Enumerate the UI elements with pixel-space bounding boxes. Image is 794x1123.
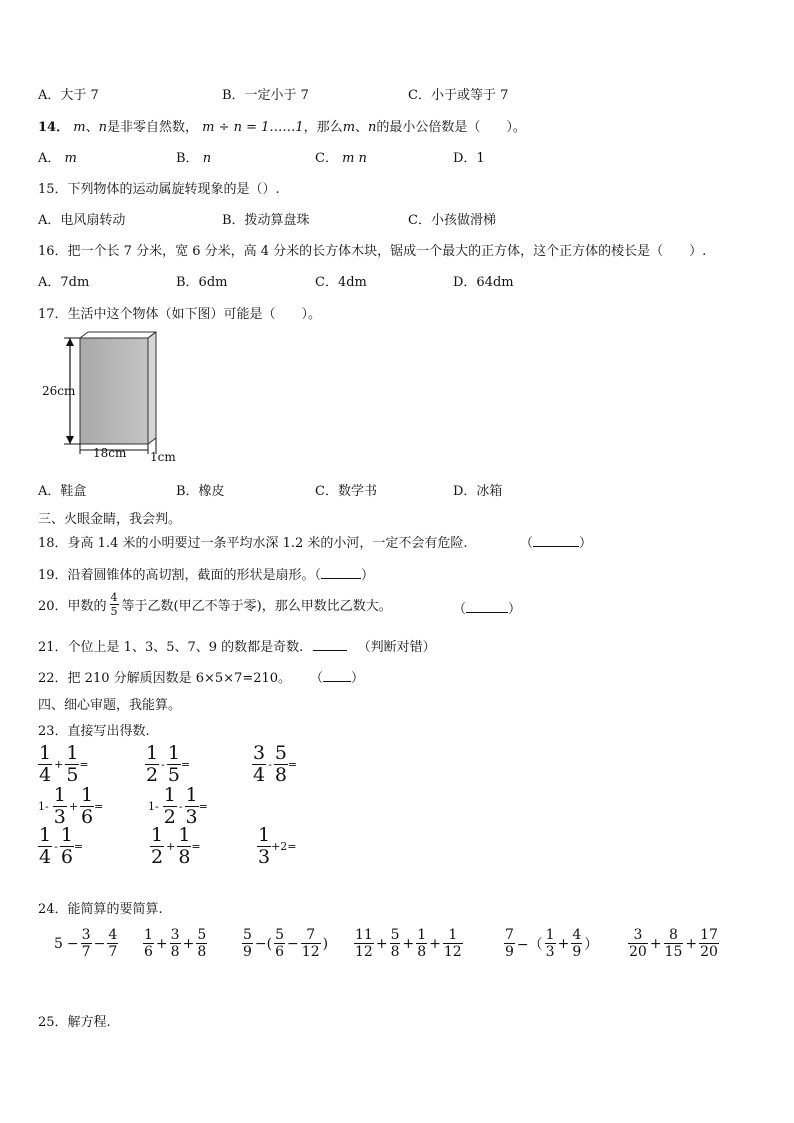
height-label: 26cm xyxy=(42,384,76,398)
var-m: m xyxy=(73,120,86,135)
q15-option-b: B．拨动算盘珠 xyxy=(222,213,310,228)
q17-option-a: A．鞋盒 xyxy=(38,484,87,499)
sep: 、 xyxy=(85,120,99,135)
q14-text3: 的最小公倍数是（ ）。 xyxy=(376,120,526,135)
q14-stem xyxy=(38,116,526,135)
q20-answer-blank: （ ） xyxy=(453,602,522,617)
q17-stem: 17．生活中这个物体（如下图）可能是（ ）。 xyxy=(38,307,322,322)
q22-answer-blank: （ ） xyxy=(310,671,365,686)
q16-option-c: C．4dm xyxy=(315,275,367,290)
q23-expr-4: 1- $\frac{1}{3}$ + $\frac{1}{6}$ = xyxy=(38,784,104,828)
q20-stem: 20．甲数的 $\frac{4}{5}$ 等于乙数(甲乙不等于零)，那么甲数比乙数大。 xyxy=(38,591,392,618)
q22-stem: 22．把 210 分解质因数是 6×5×7=210。 xyxy=(38,671,292,686)
section-4-heading: 四、细心审题，我能算。 xyxy=(38,698,182,713)
q14-number: 14． xyxy=(38,120,70,135)
var-n: n xyxy=(98,120,107,135)
depth-label: 1cm xyxy=(150,450,176,464)
arrow-down-icon xyxy=(66,436,74,444)
q21-stem: 21．个位上是 1、3、5、7、9 的数都是奇数. （判断对错） xyxy=(38,640,436,655)
q19-stem: 19．沿着圆锥体的高切割，截面的形状是扇形。（ ） xyxy=(38,568,375,583)
q23-expr-7: $\frac{1}{2}$ + $\frac{1}{8}$ = xyxy=(151,824,201,868)
q18-answer-blank: （ ） xyxy=(520,536,593,551)
arrow-up-icon xyxy=(66,338,74,346)
q13-option-c: C．小于或等于 7 xyxy=(408,88,509,103)
q24-expr-1: 5 − $\frac{3}{7}$ − $\frac{4}{7}$ xyxy=(54,927,118,960)
q17-option-d: D．冰箱 xyxy=(453,484,503,499)
q24-expr-4: $\frac{11}{12}$ + $\frac{5}{8}$ + $\frac{1}{8}$ + $\frac{1}{12}$ xyxy=(355,927,462,960)
q14-option-c: C． m n xyxy=(315,151,367,166)
q14-text2: ，那么 xyxy=(303,120,343,135)
section-3-heading: 三、火眼金睛，我会判。 xyxy=(38,512,182,527)
q16-option-a: A．7dm xyxy=(38,275,90,290)
q17-option-b: B．橡皮 xyxy=(176,484,225,499)
q16-option-b: B．6dm xyxy=(176,275,228,290)
q23-stem: 23．直接写出得数. xyxy=(38,724,150,739)
q14-option-b: B． n xyxy=(176,151,212,166)
q18-stem: 18．身高 1.4 米的小明要过一条平均水深 1.2 米的小河，一定不会有危险. xyxy=(38,536,468,551)
q15-option-c: C．小孩做滑梯 xyxy=(408,213,496,228)
q23-expr-1: $\frac{1}{4}$ + $\frac{1}{5}$ = xyxy=(39,742,89,786)
q23-expr-6: $\frac{1}{4}$ - $\frac{1}{6}$ = xyxy=(39,824,84,868)
q24-stem: 24．能简算的要简算. xyxy=(38,902,163,917)
var-n: n xyxy=(368,120,377,135)
q14-option-a: A． m xyxy=(38,151,77,166)
q25-stem: 25．解方程. xyxy=(38,1015,111,1030)
q15-stem: 15．下列物体的运动属旋转现象的是（）. xyxy=(38,182,280,197)
q13-option-b: B．一定小于 7 xyxy=(222,88,309,103)
var-m: m xyxy=(342,120,356,135)
q14-text1: 是非零自然数， xyxy=(106,120,198,135)
q23-expr-8: $\frac{1}{3}$ +2= xyxy=(258,824,297,868)
sep: 、 xyxy=(355,120,369,135)
edge xyxy=(80,332,88,338)
q13-option-a: A．大于 7 xyxy=(38,88,99,103)
q23-expr-2: $\frac{1}{2}$ - $\frac{1}{5}$ = xyxy=(146,742,191,786)
q24-expr-3: $\frac{5}{9}$ −( $\frac{5}{6}$ − $\frac{7}{12}$ ) xyxy=(243,927,329,960)
q24-expr-2: $\frac{1}{6}$ + $\frac{3}{8}$ + $\frac{5}{8}$ xyxy=(144,927,207,960)
q14-equation: m ÷ n = 1……1 xyxy=(202,120,304,135)
q23-expr-3: $\frac{3}{4}$ - $\frac{5}{8}$ = xyxy=(253,742,298,786)
width-label: 18cm xyxy=(93,446,127,460)
q17-option-c: C．数学书 xyxy=(315,484,377,499)
book-front-face xyxy=(80,338,148,444)
q20-fraction: $\frac{4}{5}$ xyxy=(110,591,118,618)
q23-expr-5: 1- $\frac{1}{2}$ - $\frac{1}{3}$ = xyxy=(148,784,208,828)
q14-option-d: D．1 xyxy=(453,151,485,166)
q24-expr-6: $\frac{3}{20}$ + $\frac{8}{15}$ + $\frac{17}{20}$ xyxy=(629,927,718,960)
q24-expr-5: $\frac{7}{9}$ −（ $\frac{1}{3}$ + $\frac{4}{9}$ ） xyxy=(505,927,599,960)
q16-stem: 16．把一个长 7 分米，宽 6 分米，高 4 分米的长方体木块，锯成一个最大的正方体，这个正方体的棱长是（ ）. xyxy=(38,244,707,259)
q16-option-d: D．64dm xyxy=(453,275,514,290)
q15-option-a: A．电风扇转动 xyxy=(38,213,126,228)
